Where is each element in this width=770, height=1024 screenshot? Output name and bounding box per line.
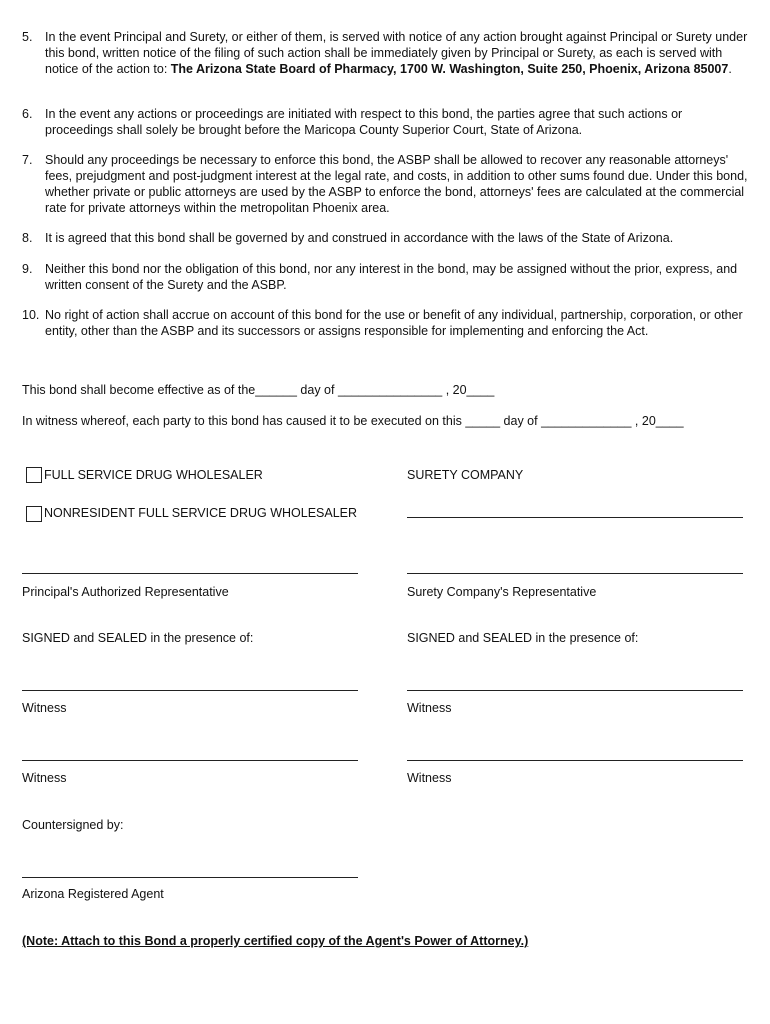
clause-7	[22, 152, 752, 216]
right-signed-label: SIGNED and SEALED in the presence of:	[407, 631, 639, 645]
clause-number: 9.	[22, 262, 33, 276]
principal-rep-label: Principal's Authorized Representative	[22, 585, 229, 599]
surety-rep-label: Surety Company's Representative	[407, 585, 597, 599]
right-witness2-line[interactable]	[407, 760, 743, 761]
clause-tail: .	[728, 62, 732, 76]
left-signed-label: SIGNED and SEALED in the presence of:	[22, 631, 254, 645]
board-address: The Arizona State Board of Pharmacy, 1700 W. Washington, Suite 250, Phoenix, Arizona 85007	[170, 62, 729, 76]
registered-agent-label: Arizona Registered Agent	[22, 887, 164, 901]
clause-text: It is agreed that this bond shall be governed by and construed in accordance with the laws of the State of Arizona.	[45, 231, 674, 245]
left-witness2-line[interactable]	[22, 760, 358, 761]
effective-date-line: This bond shall become effective as of the______ day of _______________ , 20____	[22, 383, 495, 397]
clause-5	[22, 29, 752, 77]
principal-signature-line[interactable]	[22, 573, 358, 574]
clause-text: Neither this bond nor the obligation of this bond, nor any interest in the bond, may be assigned without the prior, express, and written consent of the Surety and the ASBP.	[45, 262, 738, 292]
clause-text: In the event any actions or proceedings are initiated with respect to this bond, the parties agree that such actions or proceedings shall solely be brought before the Maricopa County Superior Court, State of Arizona.	[45, 107, 683, 137]
right-witness1-label: Witness	[407, 701, 452, 715]
clause-text: In the event Principal and Surety, or either of them, is served with notice of any action brought against Principal or Surety under this bond, written notice of the filing of such action shall be immediately given by Principal or Surety, as each is served with notice of the action to:	[45, 30, 748, 76]
countersigned-label: Countersigned by:	[22, 818, 124, 832]
witness-date-line: In witness whereof, each party to this bond has caused it to be executed on this _____ day of _____________ , 20____	[22, 414, 684, 428]
clause-number: 10.	[22, 308, 40, 322]
full-service-label: FULL SERVICE DRUG WHOLESALER	[44, 468, 263, 482]
surety-signature-line[interactable]	[407, 573, 743, 574]
surety-company-line[interactable]	[407, 517, 743, 518]
left-witness2-label: Witness	[22, 771, 67, 785]
power-of-attorney-note: (Note: Attach to this Bond a properly certified copy of the Agent's Power of Attorney.)	[22, 934, 529, 948]
nonresident-checkbox[interactable]	[26, 506, 42, 522]
clause-number: 5.	[22, 30, 33, 44]
surety-company-label: SURETY COMPANY	[407, 468, 524, 482]
clause-8	[22, 230, 752, 246]
clause-text: No right of action shall accrue on account of this bond for the use or benefit of any individual, partnership, corporation, or other entity, other than the ASBP and its successors or assigns responsible for implementing and enforcing the Act.	[45, 308, 743, 338]
clause-number: 8.	[22, 231, 33, 245]
clause-9	[22, 261, 752, 293]
right-witness2-label: Witness	[407, 771, 452, 785]
right-witness1-line[interactable]	[407, 690, 743, 691]
agent-signature-line[interactable]	[22, 877, 358, 878]
clause-number: 6.	[22, 107, 33, 121]
nonresident-label: NONRESIDENT FULL SERVICE DRUG WHOLESALER	[44, 506, 358, 520]
clause-text: Should any proceedings be necessary to enforce this bond, the ASBP shall be allowed to recover any reasonable attorneys' fees, prejudgment and post-judgment interest at the legal rate, and costs, in addition to other sums found due. Under this bond, whether private or public attorneys are used by the ASBP to enforce the bond, attorneys' fees are calculated at the commercial rate for private attorneys within the metropolitan Phoenix area.	[45, 153, 748, 215]
clause-10	[22, 307, 752, 339]
clause-6	[22, 106, 752, 138]
clause-number: 7.	[22, 153, 33, 167]
full-service-checkbox[interactable]	[26, 467, 42, 483]
left-witness1-line[interactable]	[22, 690, 358, 691]
left-witness1-label: Witness	[22, 701, 67, 715]
